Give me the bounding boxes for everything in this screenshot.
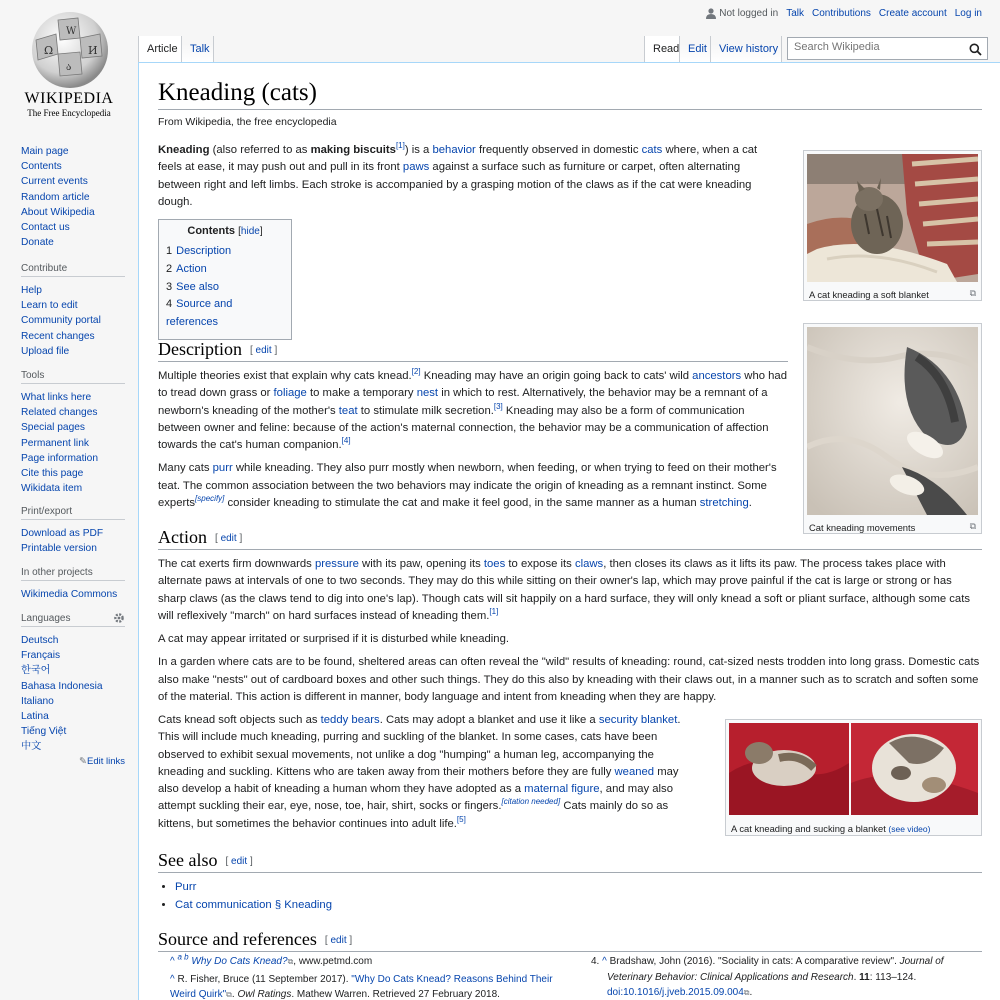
toc-item[interactable]	[166, 261, 284, 279]
text: to expose its	[505, 558, 575, 570]
heading-block	[158, 79, 982, 128]
text: . Cats may adopt a blanket and use it like a	[379, 714, 599, 726]
sidebar-item-language-1[interactable]: Français	[21, 650, 61, 662]
foliage-link[interactable]: foliage	[273, 387, 307, 400]
sources-heading: Source and references [ edit ]	[158, 929, 982, 952]
not-logged-in-label: Not logged in	[719, 8, 779, 19]
text: may also develop a habit of kneading a human whom they have adopted as a	[158, 765, 679, 796]
create-account-link[interactable]: Create account	[878, 8, 947, 19]
description-paragraph-2	[158, 460, 788, 512]
purr-link[interactable]: purr	[212, 462, 233, 475]
claws-link[interactable]: claws	[574, 558, 604, 570]
pressure-link[interactable]: pressure	[314, 558, 359, 570]
specify-link[interactable]: [specify]	[195, 494, 225, 504]
ref-link[interactable]: [5]	[456, 815, 466, 825]
toc-link[interactable]: See also	[176, 280, 219, 293]
ref-text: Bradshaw, John (2016). "Sociality in cats: A comparative review".	[609, 956, 900, 967]
text: The cat exerts firm downwards	[158, 558, 315, 570]
toc-number: 3	[166, 280, 173, 293]
text: with its paw, opening its	[358, 558, 484, 570]
section-see-also	[158, 850, 982, 914]
text: .	[748, 497, 752, 510]
ref-backlink[interactable]: ^	[170, 956, 175, 967]
paws-link[interactable]: paws	[402, 161, 430, 174]
svg-text:Ω: Ω	[44, 44, 54, 57]
sidebar-item-contribute-1[interactable]: Learn to edit	[21, 300, 78, 312]
teddy-bears-link[interactable]: teddy bears	[320, 714, 380, 726]
lead-text: where, when a cat feels at ease, it may push out and pull in its front	[158, 144, 758, 174]
tab-talk[interactable]: Talk	[182, 36, 214, 62]
description-heading: Description [ edit ]	[158, 339, 788, 362]
toc-number: 4	[166, 298, 173, 311]
text: who had to tread down grass or	[158, 370, 787, 400]
external-link-icon: ⧉	[743, 988, 750, 997]
toc-hide-link[interactable]: hide	[240, 226, 260, 237]
action-paragraph-4-wrap	[158, 712, 692, 833]
nest-link[interactable]: nest	[416, 387, 439, 400]
refs-left	[158, 954, 558, 1000]
content	[138, 62, 1000, 1000]
external-link-icon: ⧉	[287, 957, 294, 966]
page-title: Kneading (cats)	[158, 79, 982, 110]
section-sources	[158, 929, 982, 952]
figure-3-caption-text: A cat kneading and sucking a blanket	[731, 823, 886, 834]
edit-section-link[interactable]: edit	[330, 935, 347, 947]
see-also-heading-text: See also	[158, 850, 218, 870]
contribute-heading: Contribute	[21, 263, 125, 277]
action-paragraph-2: A cat may appear irritated or surprised if it is disturbed while kneading.	[158, 633, 510, 646]
toc-item[interactable]	[166, 296, 284, 332]
see-also-list	[158, 879, 982, 914]
sidebar-item-tools-1[interactable]: Related changes	[21, 407, 98, 419]
ref-link[interactable]: [2]	[411, 367, 421, 377]
lead-text: (also referred to as	[209, 144, 311, 156]
toes-link[interactable]: toes	[483, 558, 506, 570]
edit-section-link[interactable]: edit	[255, 345, 272, 357]
cat-communication-link[interactable]: Cat communication § Kneading	[175, 898, 332, 911]
toc-number: 2	[166, 262, 173, 275]
wordmark: WIKIPEDIA	[24, 90, 114, 107]
tagline: The Free Encyclopedia	[27, 108, 111, 118]
ref-text: : 113–124.	[869, 971, 917, 983]
ref-link[interactable]: [3]	[493, 401, 503, 411]
text: Kneading may also be a form of communication between owner and feline: because of the action's maternal connection, the behavior may be a communication of affection towards the cat's human companion.	[158, 404, 769, 452]
toc-item[interactable]	[166, 279, 284, 297]
ref-link[interactable]: [1]	[489, 607, 499, 617]
sidebar-item-main-0[interactable]: Main page	[21, 146, 69, 157]
text: in which to rest. Alternatively, the behavior may be a remnant of a newborn's kneading of the mother's	[158, 387, 768, 417]
teat-link[interactable]: teat	[338, 404, 358, 417]
toc-item[interactable]	[166, 243, 284, 261]
toc-link[interactable]: Action	[176, 262, 207, 275]
sidebar-item-contribute-2[interactable]: Community portal	[21, 315, 101, 327]
edit-section-link[interactable]: edit	[231, 856, 248, 868]
site-subtitle: From Wikipedia, the free encyclopedia	[158, 116, 337, 128]
action-heading-text: Action	[158, 527, 207, 547]
toc-wrap	[158, 219, 292, 340]
sidebar-item-tools-6[interactable]: Wikidata item	[21, 483, 83, 495]
figure-2-image[interactable]	[807, 327, 978, 515]
nav-print	[21, 506, 125, 556]
sidebar-item-language-5[interactable]: Latina	[21, 711, 49, 723]
sidebar-item-print-0[interactable]: Download as PDF	[21, 528, 104, 539]
sidebar-item-projects-0[interactable]: Wikimedia Commons	[21, 589, 118, 600]
maternal-figure-link[interactable]: maternal figure	[524, 783, 600, 796]
figure-3-caption	[729, 818, 978, 836]
reference-2	[170, 972, 558, 1000]
behavior-link[interactable]: behavior	[432, 144, 476, 156]
sidebar-item-main-2[interactable]: Current events	[21, 176, 88, 188]
section-action	[158, 527, 982, 706]
sidebar-item-contribute-4[interactable]: Upload file	[21, 345, 70, 357]
see-video-link[interactable]: (see video)	[888, 824, 931, 834]
list-item	[175, 879, 982, 897]
sidebar-item-tools-3[interactable]: Permanent link	[21, 437, 89, 449]
text: consider kneading to stimulate the cat and make it feel good, in the same manner as a human	[224, 497, 700, 510]
external-link-icon: ⧉	[226, 990, 232, 999]
lead-text: ) is a	[404, 144, 433, 156]
lead-paragraph	[158, 142, 772, 211]
print-heading: Print/export	[21, 506, 125, 520]
text: , then closes its claws as it lifts its paw. The process takes place with alternate paws at intervals of one to two seconds. They may do this while sitting on their owner's lap, which may prove painful if the cat is large or strong or has sharp claws (as the claws tend to dig into one's lap). Though cats will sit happily on a hard surface, they will only knead a soft or pliant surface, although some cats will reflexively "march" on hard surfaces instead of kneading them.	[158, 558, 970, 622]
ref-journal: Journal of Veterinary Behavior: Clinical Applications and Research	[607, 956, 944, 983]
figure-1	[803, 150, 982, 301]
sidebar-item-tools-2[interactable]: Special pages	[21, 422, 86, 434]
ref-backlink[interactable]: ^	[170, 973, 175, 985]
section-description	[158, 339, 788, 512]
figure-2	[803, 323, 982, 534]
ref-link[interactable]: [4]	[341, 436, 351, 446]
sidebar-item-main-5[interactable]: Contact us	[21, 222, 70, 234]
toc-title: Contents	[187, 225, 236, 237]
description-heading-text: Description	[158, 339, 242, 359]
ref-1-title-link[interactable]: Why Do Cats Knead?	[191, 956, 288, 967]
text: . This will include much kneading, purring and suckling of the blanket. In some cases, cats have been observed to exhibit sexual movements, not unlike a dog "humping" a human leg, accompanying the kneading and suckling. Kittens who are taken away from their mothers before they are fully	[158, 714, 681, 778]
enlarge-icon[interactable]: ⧉	[969, 288, 976, 298]
doi-link[interactable]: doi:10.1016/j.jveb.2015.09.004	[607, 987, 744, 998]
sidebar-item-main-6[interactable]: Donate	[21, 237, 54, 249]
sidebar-item-language-4[interactable]: Italiano	[21, 695, 54, 707]
search-box[interactable]	[787, 37, 988, 60]
nav-tools	[21, 370, 125, 496]
figure-2-caption-text: Cat kneading movements	[809, 522, 916, 533]
security-blanket-link[interactable]: security blanket	[598, 714, 678, 726]
list-item	[175, 897, 982, 915]
description-paragraph-1	[158, 368, 788, 454]
toc-link[interactable]: Source and references	[166, 298, 233, 329]
sidebar-item-main-1[interactable]: Contents	[21, 161, 62, 173]
figure-3-image[interactable]	[729, 723, 978, 815]
tab-read[interactable]: Read	[644, 36, 680, 62]
sources-heading-text: Source and references	[158, 929, 317, 949]
text: Cats mainly do so as kittens, but sometimes the behavior continues into adult life.	[158, 800, 669, 830]
sidebar-item-tools-4[interactable]: Page information	[21, 452, 99, 464]
search-icon[interactable]	[969, 43, 982, 56]
languages-heading: Languages	[21, 613, 71, 624]
gear-icon[interactable]	[113, 612, 125, 624]
ref-link[interactable]: [1]	[395, 141, 405, 151]
edit-links[interactable]	[21, 756, 125, 767]
figure-1-caption	[807, 285, 978, 302]
ref-volume: 11	[859, 971, 870, 983]
svg-text:И: И	[88, 44, 98, 57]
text: to make a temporary	[306, 387, 417, 400]
text: while kneading. They also purr mostly when newborn, when feeding, or when trying to feed on their mother's teat. The common association between the two behaviors may indicate the origin of kneading as a remnant instinct. Some experts	[158, 462, 777, 510]
sidebar-item-contribute-3[interactable]: Recent changes	[21, 330, 95, 342]
citation-needed-link[interactable]: [citation needed]	[501, 797, 561, 807]
lead-text: against a surface such as furniture or carpet, often alternating between right and left limbs. Each stroke is accompanied by a grasping motion of the claws as if the cat were kneading dough.	[158, 161, 752, 208]
text: Cats knead soft objects such as	[158, 714, 321, 726]
cats-link[interactable]: cats	[641, 144, 663, 156]
lead-bold: Kneading	[158, 144, 210, 156]
sidebar-item-language-3[interactable]: Bahasa Indonesia	[21, 680, 103, 692]
tools-heading: Tools	[21, 370, 125, 384]
search-input[interactable]	[794, 41, 964, 53]
ref-text: .	[853, 971, 860, 983]
talk-link[interactable]: Talk	[786, 8, 804, 19]
sidebar-item-language-7[interactable]: 中文	[21, 741, 42, 753]
weaned-link[interactable]: weaned	[614, 765, 655, 778]
not-logged-in	[706, 8, 778, 19]
ref-text: .	[231, 989, 238, 1000]
contributions-link[interactable]: Contributions	[812, 8, 871, 19]
text: to stimulate milk secretion.	[357, 404, 494, 417]
action-paragraph-4	[158, 712, 692, 833]
ref-text: , www.petmd.com	[293, 956, 373, 967]
globe-icon	[28, 10, 112, 90]
sidebar-item-print-1[interactable]: Printable version	[21, 543, 97, 555]
reference-1	[170, 954, 558, 970]
text: , and may also attempt suckling their ear, eye, nose, toe, hair, shirt, socks or fingers.	[158, 783, 673, 813]
sidebar-item-main-3[interactable]: Random article	[21, 191, 90, 203]
tab-edit[interactable]: Edit	[680, 36, 711, 62]
text: Many cats	[158, 462, 213, 475]
sidebar-item-contribute-0[interactable]: Help	[21, 285, 42, 296]
svg-text:W: W	[66, 26, 77, 37]
nav-languages	[21, 613, 125, 767]
refs-right	[591, 954, 971, 1000]
nav-contribute	[21, 263, 125, 359]
sidebar-item-tools-5[interactable]: Cite this page	[21, 468, 84, 480]
ref-text: .	[749, 987, 753, 998]
see-also-heading: See also [ edit ]	[158, 850, 982, 873]
purr-see-also-link[interactable]: Purr	[175, 881, 197, 893]
toc-link[interactable]: Description	[176, 245, 232, 257]
user-icon	[706, 8, 716, 19]
action-paragraph-3: In a garden where cats are to be found, sheltered areas can often reveal the "wild" results of kneading: round, cat-sized nests trodden into long grass. Domestic cats also make "nests" out of cardboard boxes and other such things. They do this also by kneading with their claws out, in a manner such as to scratch and soften some of the material. This action is different in manner, body language and intent from kneading when they are happy.	[158, 656, 980, 704]
lead-section	[158, 142, 772, 211]
tab-article[interactable]: Article	[138, 36, 182, 62]
toc-number: 1	[166, 245, 173, 257]
action-heading: Action [ edit ]	[158, 527, 982, 550]
sidebar-item-language-0[interactable]: Deutsch	[21, 635, 59, 646]
ref-publisher: Owl Ratings	[237, 989, 292, 1000]
sidebar-item-language-2[interactable]: 한국어	[21, 665, 51, 677]
text: Kneading may have an origin going back to cats' wild	[420, 370, 693, 382]
stretching-link[interactable]: stretching	[699, 497, 749, 510]
reference-4	[591, 954, 971, 1000]
ref-text: . Mathew Warren. Retrieved 27 February 2018.	[291, 989, 500, 1000]
login-link[interactable]: Log in	[954, 8, 982, 19]
figure-3	[725, 719, 982, 836]
ref-number: 4.	[591, 956, 600, 967]
ref-backlink-ab[interactable]: a b	[177, 952, 189, 962]
ref-backlink[interactable]: ^	[602, 956, 607, 967]
table-of-contents: Contents [hide] 1 Description 2 Action 3 See also 4 Source and references	[158, 219, 292, 340]
nav-main	[21, 144, 125, 250]
edit-links-label: Edit links	[86, 755, 125, 767]
action-paragraph-1	[158, 556, 982, 625]
sidebar-item-main-4[interactable]: About Wikipedia	[21, 206, 95, 218]
nav-projects	[21, 567, 125, 602]
lead-text: frequently observed in domestic	[475, 144, 642, 156]
lead-bold-alt: making biscuits	[310, 144, 396, 156]
wikipedia-logo[interactable]	[0, 0, 138, 126]
sidebar-item-language-6[interactable]: Tiếng Việt	[21, 726, 67, 738]
personal-tools	[706, 8, 982, 19]
ancestors-link[interactable]: ancestors	[692, 370, 742, 382]
pencil-icon: ✎	[79, 755, 87, 767]
edit-section-link[interactable]: edit	[220, 533, 237, 545]
sidebar	[0, 0, 138, 1000]
projects-heading: In other projects	[21, 567, 125, 581]
text: Multiple theories exist that explain why cats knead.	[158, 370, 412, 382]
figure-1-image[interactable]	[807, 154, 978, 282]
ref-2-title-link[interactable]: "Why Do Cats Knead? Reasons Behind Their Weird Quirk"	[170, 973, 553, 1000]
enlarge-icon[interactable]: ⧉	[969, 521, 976, 531]
svg-text:ა: ა	[66, 62, 72, 73]
figure-1-caption-text: A cat kneading a soft blanket	[809, 289, 929, 300]
ref-text: R. Fisher, Bruce (11 September 2017).	[177, 973, 352, 985]
sidebar-item-tools-0[interactable]: What links here	[21, 392, 92, 403]
tab-view-history[interactable]: View history	[711, 36, 782, 62]
